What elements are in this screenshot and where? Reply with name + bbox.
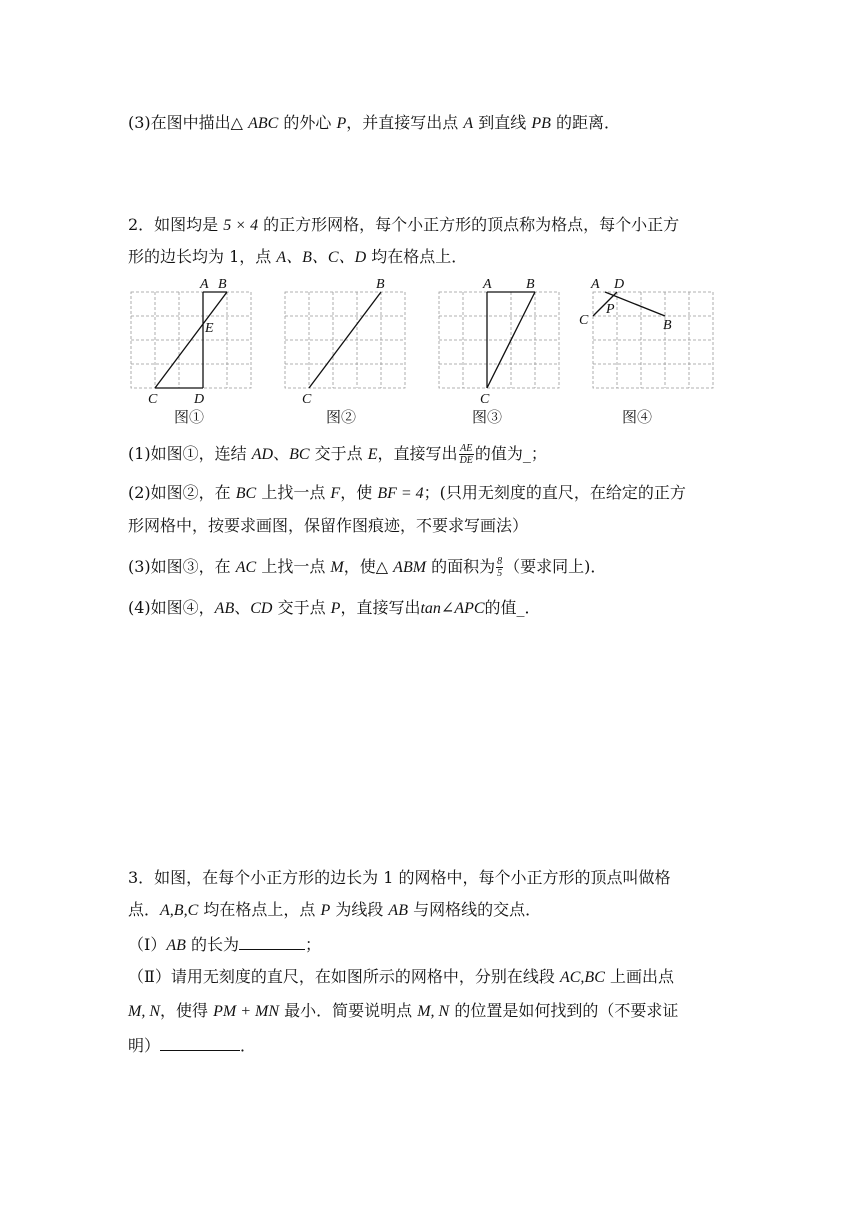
text: 明） [128,1036,161,1055]
q2-part1 [128,443,547,466]
math: P [320,902,331,919]
figure-2-caption: 图② [326,408,357,426]
answer-blank[interactable] [160,1034,240,1051]
q2-part2-line2: 形网格中，按要求画图，保留作图痕迹，不要求写画法） [128,516,529,535]
math: A、B、C、D [276,249,367,266]
point-label: D [614,277,625,292]
text: 为线段 [335,900,384,919]
grid [439,292,559,388]
text: 交于点 [277,598,326,617]
figure-3 [434,272,574,407]
text: ，使得 [160,1001,209,1020]
text: 上找一点 [261,557,326,576]
math: AB [214,600,235,617]
text: 的外心 [283,113,332,132]
math: ABM [393,559,427,576]
text: (3)在图中描出 [128,113,231,132]
text: ，直接写出 [377,444,458,463]
text: 形的边长均为 1，点 [128,247,272,266]
text: (2)如图②，在 [128,483,231,502]
math: AC [235,559,257,576]
point-label: B [526,277,535,292]
figure-2 [280,272,420,407]
math: PB [531,115,551,132]
math: 5 × 4 [223,217,259,234]
text: ； [304,935,321,954]
math: AB [166,937,186,954]
text: 、 [234,598,251,617]
math: ABC [248,115,279,132]
math: AC,BC [559,969,605,986]
q3-intro-line1: 3．如图，在每个小正方形的边长为 1 的网格中，每个小正方形的顶点叫做格 [128,868,671,887]
point-label: A [200,277,209,292]
math: M, N [128,1003,160,1020]
segments-ab-cd [593,292,665,316]
point-label: D [194,392,205,407]
text: 的值为_； [474,444,547,463]
q2-part2-line1 [128,482,686,505]
text: ，使 [340,483,373,502]
text: （要求同上)． [504,557,607,576]
text: （Ⅰ） [128,935,167,954]
point-label: B [376,277,385,292]
text: ． [240,1036,257,1055]
point-label: B [218,277,227,292]
math: M [330,559,344,576]
text: 点． [128,900,161,919]
point-label: C [579,313,589,328]
text: 的位置是如何找到的（不要求证 [454,1001,679,1020]
text: 的面积为 [431,557,496,576]
text: ，并直接写出点 [346,113,459,132]
q3-intro-line2 [128,899,541,922]
point-label: A [483,277,492,292]
text: 的正方形网格，每个小正方形的顶点称为格点，每个小正方 [263,215,680,234]
math: P [336,115,347,132]
text: 的值_． [484,598,541,617]
q3-part2-line2 [128,1000,678,1023]
fraction-8-5 [496,556,503,579]
math: BC [235,485,257,502]
math: BF = 4 [377,485,424,502]
figure-4-caption: 图④ [622,408,653,426]
math: P [330,600,341,617]
text: ；(只用无刻度的直尺，在给定的正方 [423,483,686,502]
point-label: C [480,392,490,407]
point-label: C [302,392,312,407]
q2-part4 [128,597,541,620]
fraction-ae-de [459,443,474,466]
point-label: A [591,277,600,292]
q3-part2-line1 [128,966,674,989]
text: 2．如图均是 [128,215,219,234]
math: F [330,485,341,502]
numerator: AE [460,443,473,454]
text: (4)如图④， [128,598,215,617]
q2-intro-line2 [128,246,467,269]
text: (3)如图③，在 [128,557,231,576]
math: PM + MN [213,1003,280,1020]
math: A,B,C [160,902,199,919]
figure-1-caption: 图① [174,408,205,426]
text: 均在格点上． [371,247,468,266]
text: 上画出点 [609,967,674,986]
denominator: DE [459,455,473,466]
text: 最小．简要说明点 [284,1001,413,1020]
text: 到直线 [478,113,527,132]
text: (1)如图①，连结 [128,444,247,463]
q3-part2-line3 [128,1034,256,1057]
answer-blank[interactable] [239,933,305,950]
text: ，使 [343,557,376,576]
text: 均在格点上，点 [203,900,316,919]
figure-1 [126,272,266,407]
math: BC [289,446,310,463]
numerator: 8 [497,556,503,567]
text: 的距离． [556,113,621,132]
math: AB [388,902,408,919]
text: 、 [273,444,290,463]
math: M, N [417,1003,450,1020]
text: 交于点 [314,444,363,463]
q2-intro-line1 [128,214,679,237]
q2-part3 [128,556,606,579]
text: ，直接写出 [340,598,421,617]
figure-3-caption: 图③ [472,408,503,426]
point-label: B [663,318,672,333]
text: （Ⅱ）请用无刻度的直尺，在如图所示的网格中，分别在线段 [128,967,555,986]
math: AD [251,446,274,463]
point-label: C [148,392,158,407]
text: △ [230,113,243,132]
text: 与网格线的交点． [413,900,542,919]
math: A [463,115,474,132]
q3-part1 [128,933,321,957]
text: 的长为 [190,935,239,954]
math: CD [250,600,273,617]
point-label: P [606,302,615,317]
text: 上找一点 [261,483,326,502]
denominator: 5 [497,568,503,579]
point-label: E [205,321,214,336]
text: △ [375,557,389,576]
q1-part3 [128,112,620,135]
math: tan∠APC [420,600,485,617]
math: E [367,446,378,463]
figure-4 [579,272,728,402]
